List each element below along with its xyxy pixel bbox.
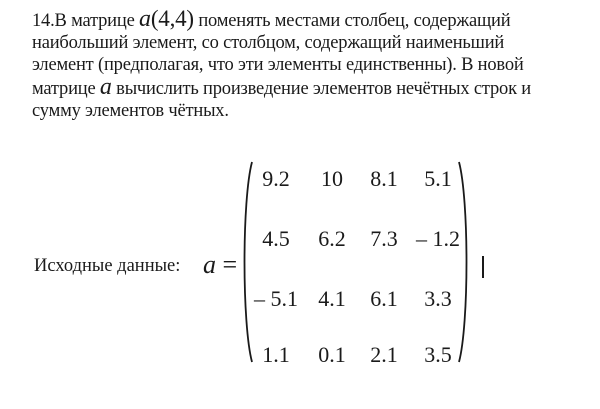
- matrix-cell: 10: [321, 166, 343, 191]
- matrix-cell: 5.1: [424, 166, 452, 191]
- matrix-variable: a: [203, 250, 216, 279]
- matrix-dimensions: (4,4): [150, 6, 194, 31]
- matrix-cell: 4.1: [318, 286, 346, 311]
- matrix-cell: 2.1: [370, 342, 398, 367]
- matrix-cell: 3.3: [424, 286, 452, 311]
- matrix-name: a: [99, 74, 112, 100]
- problem-text: вычислить произведение элементов нечётных строк и: [111, 79, 531, 99]
- problem-number: 14.: [32, 11, 55, 31]
- equals-sign: =: [222, 250, 238, 279]
- matrix-cell: – 5.1: [254, 286, 298, 311]
- matrix-cell: 6.2: [318, 226, 346, 251]
- problem-text: поменять местами столбец, содержащий: [193, 11, 511, 31]
- matrix-cell: 3.5: [424, 342, 452, 367]
- given-data-label: Исходные данные:: [34, 256, 181, 276]
- problem-line-1: [32, 8, 592, 32]
- text-cursor-bar: [482, 256, 484, 278]
- matrix-name: a: [139, 6, 151, 32]
- problem-text: матрице: [32, 79, 100, 99]
- problem-line-5: сумму элементов чётных.: [32, 101, 229, 121]
- matrix-cell: 9.2: [262, 166, 290, 191]
- matrix-cell: 1.1: [262, 342, 290, 367]
- matrix-cell: 6.1: [370, 286, 398, 311]
- matrix-cell: 7.3: [370, 226, 398, 251]
- matrix: [240, 160, 475, 367]
- matrix-cell: 8.1: [370, 166, 398, 191]
- problem-statement: [32, 8, 592, 122]
- problem-line-4: [32, 76, 592, 100]
- matrix-cell: 0.1: [318, 342, 346, 367]
- matrix-cell: 4.5: [262, 226, 290, 251]
- problem-line-2: наибольший элемент, со столбцом, содержащий наименьший: [32, 33, 505, 53]
- problem-line-3: элемент (предполагая, что эти элементы единственны). В новой: [32, 55, 524, 75]
- matrix-cell: – 1.2: [416, 226, 460, 251]
- matrix-assignment: [203, 250, 237, 280]
- problem-text: В матрице: [54, 11, 140, 31]
